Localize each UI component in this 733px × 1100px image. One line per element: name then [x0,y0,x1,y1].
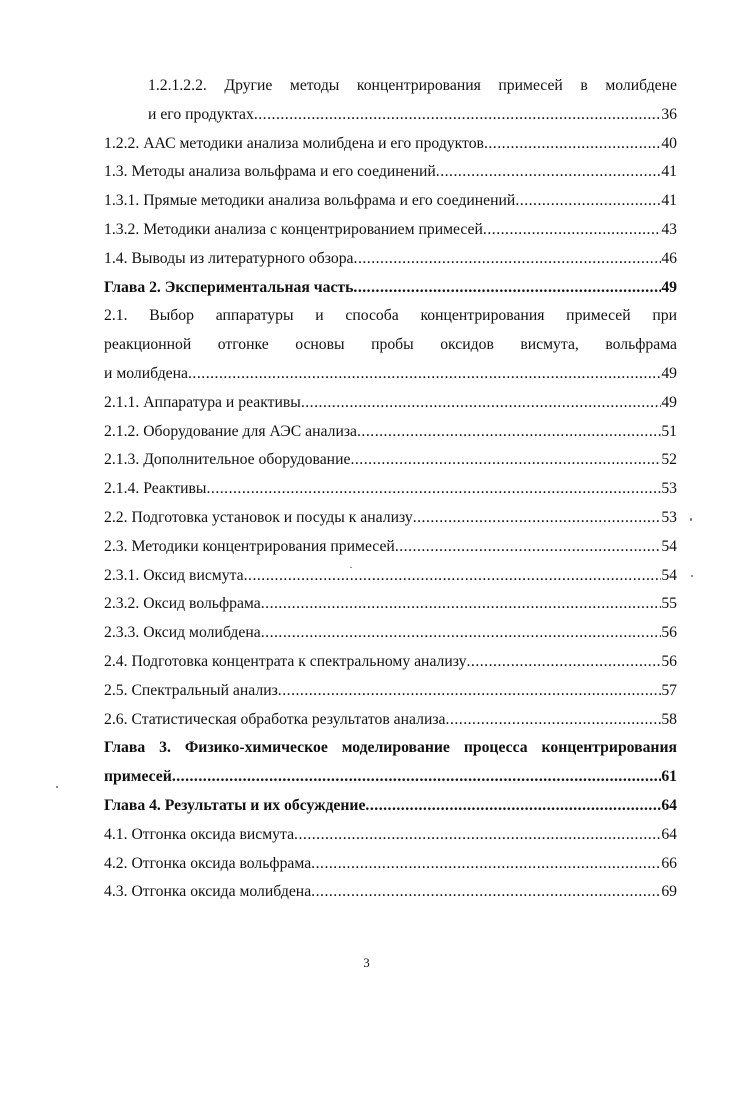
toc-page-number: 49 [661,278,677,296]
toc-page-number: 61 [661,768,677,786]
table-of-contents [104,76,677,911]
toc-entry [104,738,677,767]
dot-leader [446,710,662,730]
toc-page-number: 57 [661,681,677,699]
toc-entry-title: 2.3.2. Оксид вольфрама [104,595,261,613]
scan-speck [350,567,352,568]
toc-entry [104,796,677,825]
toc-page-number: 54 [661,566,677,584]
toc-entry [104,134,677,163]
toc-entry [104,825,677,854]
dot-leader [436,162,662,182]
toc-entry-title: 2.4. Подготовка концентрата к спектральному анализу [104,652,467,670]
toc-entry-text: реакционной отгонке основы пробы оксидов висмута, вольфрама [104,336,677,354]
dot-leader [413,508,662,528]
toc-entry-title: 1.4. Выводы из литературного обзора [104,249,354,267]
toc-entry-title: 2.6. Статистическая обработка результатов анализа [104,710,446,728]
dot-leader [515,191,661,211]
toc-page-number: 66 [661,854,677,872]
toc-entry-title: 1.2.2. ААС методики анализа молибдена и его продуктов [104,134,484,152]
toc-page-number: 52 [661,451,677,469]
dot-leader [483,220,661,240]
toc-page-number: 41 [661,163,677,181]
toc-entry-title: примесей [104,768,172,786]
toc-entry-title: 2.1.1. Аппаратура и реактивы [104,393,301,411]
toc-page-number: 36 [661,105,677,123]
toc-page-number: 40 [661,134,677,152]
dot-leader [261,594,662,614]
toc-entry-title: и молибдена [104,364,188,382]
dot-leader [301,393,661,413]
toc-entry-text: 1.2.1.2.2. Другие методы концентрирования примесей в молибдене [148,77,677,94]
dot-leader [261,623,662,643]
dot-leader [188,364,661,384]
toc-page-number: 53 [661,508,677,526]
toc-entry-text: Глава 3. Физико-химическое моделирование процесса концентрирования [104,739,677,757]
toc-entry-title: 2.1.4. Реактивы [104,480,207,498]
toc-page-number: 69 [661,883,677,901]
page-number: 3 [363,955,370,970]
dot-leader [278,681,662,701]
toc-entry [104,191,677,220]
toc-entry [104,76,677,105]
dot-leader [353,278,661,298]
toc-entry-title: 4.3. Отгонка оксида молибдена [104,883,312,901]
toc-page-number: 49 [661,364,677,382]
toc-entry [104,652,677,681]
dot-leader [254,105,661,125]
dot-leader [354,249,662,269]
toc-entry [104,710,677,739]
dot-leader [311,882,661,902]
toc-page-number: 64 [661,796,677,814]
dot-leader [466,652,661,672]
toc-entry-title: 2.1.2. Оборудование для АЭС анализа [104,422,357,440]
toc-entry-title: 4.2. Отгонка оксида вольфрама [104,854,312,872]
dot-leader [395,537,661,557]
toc-page-number: 41 [661,192,677,210]
toc-page-number: 51 [661,422,677,440]
toc-entry [104,335,677,364]
toc-entry [104,422,677,451]
toc-page-number: 46 [661,249,677,267]
toc-page-number: 43 [661,220,677,238]
dot-leader [350,450,661,470]
toc-entry [104,450,677,479]
toc-entry-title: 2.3. Методики концентрирования примесей [104,537,395,555]
toc-entry [104,508,677,537]
toc-entry [104,278,677,307]
toc-entry [104,566,677,595]
toc-page-number: 53 [661,480,677,498]
dot-leader [206,479,661,499]
scan-speck [690,518,692,521]
dot-leader [365,796,661,816]
toc-entry [104,537,677,566]
toc-page-number: 56 [661,624,677,642]
toc-entry [104,249,677,278]
toc-entry-text: 2.1. Выбор аппаратуры и способа концентрирования примесей при [104,307,677,325]
dot-leader [244,566,662,586]
toc-entry [104,882,677,911]
toc-page-number: 54 [661,537,677,555]
toc-entry [104,306,677,335]
toc-page-number: 55 [661,595,677,613]
toc-entry [104,479,677,508]
toc-entry-title: 2.5. Спектральный анализ [104,681,278,699]
toc-page-number: 58 [661,710,677,728]
toc-entry [104,393,677,422]
toc-entry [104,162,677,191]
scan-speck [56,786,58,788]
toc-entry [104,220,677,249]
toc-entry-title: 2.1.3. Дополнительное оборудование [104,451,351,469]
toc-entry [104,623,677,652]
toc-entry [104,364,677,393]
toc-entry-title: 1.3. Методы анализа вольфрама и его соединений [104,163,436,181]
dot-leader [294,825,661,845]
toc-page-number: 56 [661,652,677,670]
scan-speck [691,575,693,577]
toc-entry-title: Глава 2. Экспериментальная часть [104,278,354,296]
toc-entry [104,594,677,623]
toc-entry-title: 1.3.2. Методики анализа с концентрированием примесей [104,220,483,238]
toc-entry [104,854,677,883]
dot-leader [357,422,661,442]
toc-entry-title: Глава 4. Результаты и их обсуждение [104,796,366,814]
toc-entry [104,767,677,796]
toc-page-number: 49 [661,393,677,411]
toc-entry-title: и его продуктах [148,105,254,123]
dot-leader [311,854,661,874]
toc-entry-title: 4.1. Отгонка оксида висмута [104,825,295,843]
toc-entry-title: 2.3.1. Оксид висмута [104,566,244,584]
toc-entry [104,105,677,134]
toc-page-number: 64 [661,825,677,843]
toc-entry-title: 2.3.3. Оксид молибдена [104,624,261,642]
dot-leader [484,134,661,154]
toc-entry-title: 1.3.1. Прямые методики анализа вольфрама и его соединений [104,192,516,210]
dot-leader [172,767,662,787]
toc-entry-title: 2.2. Подготовка установок и посуды к анализу [104,508,413,526]
toc-entry [104,681,677,710]
